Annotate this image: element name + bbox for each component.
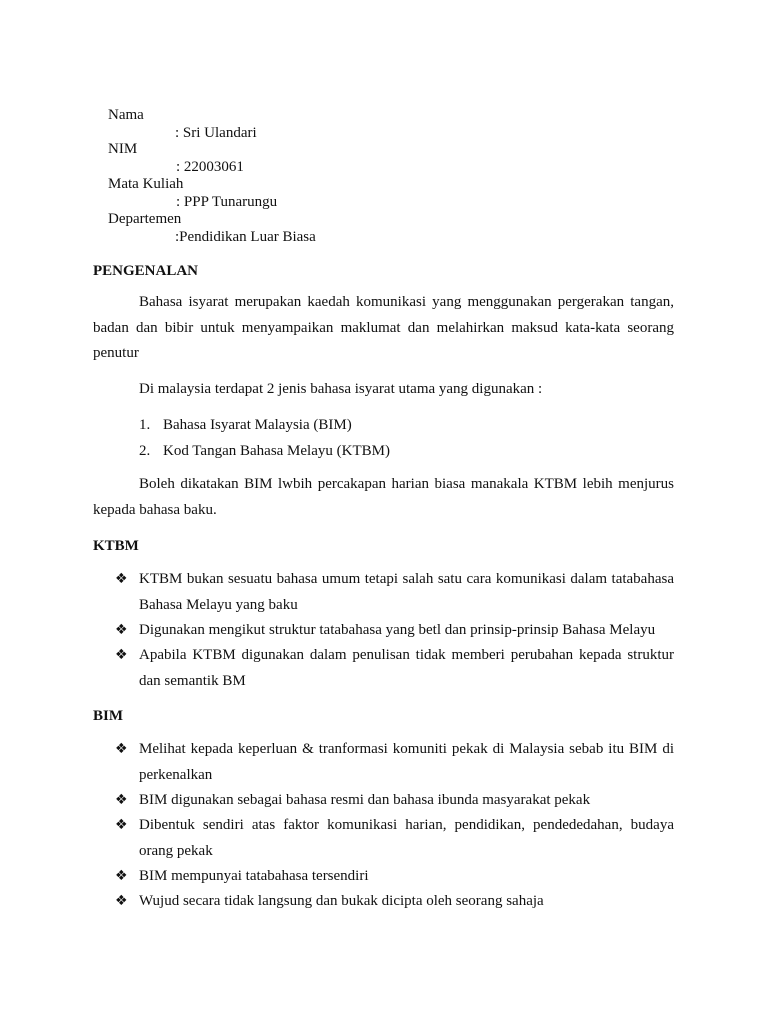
bullet-text: Wujud secara tidak langsung dan bukak dicipta oleh seorang sahaja [139, 893, 544, 909]
bullet-text: KTBM bukan sesuatu bahasa umum tetapi salah satu cara komunikasi dalam tatabahasa Bahasa Melayu yang baku [139, 571, 674, 613]
diamond-bullet-icon: ❖ [115, 868, 128, 884]
info-value-mata-kuliah: : PPP Tunarungu [176, 194, 278, 210]
bullet-text: Dibentuk sendiri atas faktor komunikasi harian, pendidikan, pendededahan, budaya orang pekak [139, 817, 674, 859]
section-heading-bim: BIM [93, 708, 123, 724]
diamond-bullet-icon: ❖ [115, 571, 128, 587]
section-heading-ktbm: KTBM [93, 538, 139, 554]
bullet-item [115, 864, 674, 890]
info-label-nama: Nama [108, 107, 144, 123]
section-heading-pengenalan: PENGENALAN [93, 263, 199, 279]
diamond-bullet-icon: ❖ [115, 817, 128, 833]
info-value-nim: : 22003061 [176, 159, 244, 175]
list-item-text: Bahasa Isyarat Malaysia (BIM) [163, 417, 352, 433]
bullet-text: Digunakan mengikut struktur tatabahasa yang betl dan prinsip-prinsip Bahasa Melayu [139, 622, 656, 638]
intro-paragraph-1: Bahasa isyarat merupakan kaedah komunikasi yang menggunakan pergerakan tangan, badan dan bibir untuk menyampaikan maklumat dan melahirkan maksud kata-kata seorang penutur [93, 294, 674, 361]
diamond-bullet-icon: ❖ [115, 741, 128, 757]
info-label-departemen: Departemen [108, 211, 182, 227]
bullet-item [115, 567, 674, 618]
info-label-nim: NIM [108, 141, 138, 157]
diamond-bullet-icon: ❖ [115, 893, 128, 909]
bullet-item [115, 737, 674, 788]
list-item-number: 1. [139, 417, 151, 433]
bullet-item [115, 889, 674, 915]
list-item-number: 2. [139, 443, 151, 459]
info-value-nama: : Sri Ulandari [175, 125, 257, 141]
bullet-item [115, 788, 674, 814]
bullet-item [115, 813, 674, 864]
list-item-text: Kod Tangan Bahasa Melayu (KTBM) [163, 443, 390, 459]
diamond-bullet-icon: ❖ [115, 647, 128, 663]
diamond-bullet-icon: ❖ [115, 792, 128, 808]
bullet-text: Melihat kepada keperluan & tranformasi komuniti pekak di Malaysia sebab itu BIM di perkenalkan [139, 741, 674, 783]
bullet-text: BIM mempunyai tatabahasa tersendiri [139, 868, 369, 884]
info-label-mata-kuliah: Mata Kuliah [108, 176, 184, 192]
bullet-item [115, 618, 674, 644]
intro-paragraph-2: Di malaysia terdapat 2 jenis bahasa isyarat utama yang digunakan : [139, 381, 543, 397]
bullet-text: BIM digunakan sebagai bahasa resmi dan bahasa ibunda masyarakat pekak [139, 792, 591, 808]
intro-paragraph-3: Boleh dikatakan BIM lwbih percakapan harian biasa manakala KTBM lebih menjurus kepada bahasa baku. [93, 476, 674, 518]
info-value-departemen: :Pendidikan Luar Biasa [175, 229, 316, 245]
bullet-text: Apabila KTBM digunakan dalam penulisan tidak memberi perubahan kepada struktur dan semantik BM [139, 647, 674, 689]
bullet-item [115, 643, 674, 694]
diamond-bullet-icon: ❖ [115, 622, 128, 638]
